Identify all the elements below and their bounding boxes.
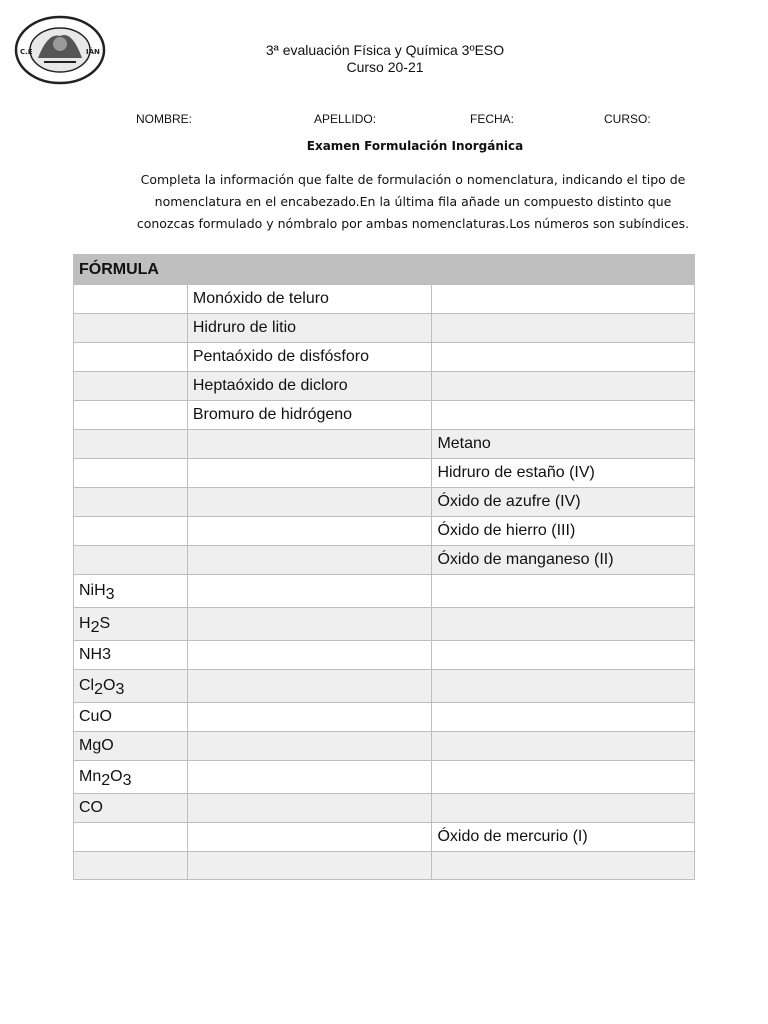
table-cell-col-3[interactable] (432, 401, 695, 430)
nombre-label: NOMBRE: (136, 112, 193, 126)
table-row (74, 517, 695, 546)
formula-element: O (110, 768, 123, 785)
table-cell-col-1[interactable] (74, 794, 188, 823)
table-cell-col-3[interactable] (432, 852, 695, 880)
formula-subscript: 2 (90, 619, 100, 636)
cell-text: MgO (79, 737, 114, 754)
apellido-label: APELLIDO: (314, 112, 377, 126)
table-cell-col-3[interactable] (432, 641, 695, 670)
table-cell-col-3[interactable] (432, 546, 695, 575)
table-cell-col-2[interactable] (187, 459, 432, 488)
svg-text:IÁN: IÁN (86, 48, 100, 56)
table-cell-col-3[interactable] (432, 430, 695, 459)
formula-subscript: 3 (105, 586, 115, 603)
table-cell-col-2[interactable] (187, 575, 432, 608)
table-cell-col-2[interactable] (187, 641, 432, 670)
exam-title: Examen Formulación Inorgánica (306, 139, 524, 153)
table-cell-col-1[interactable] (74, 372, 188, 401)
table-cell-col-3[interactable] (432, 732, 695, 761)
table-cell-col-2[interactable] (187, 823, 432, 852)
cell-text: Óxido de manganeso (II) (437, 551, 614, 568)
cell-text: Óxido de hierro (III) (437, 522, 576, 539)
formula-header: FÓRMULA (74, 255, 695, 285)
table-cell-col-1[interactable] (74, 823, 188, 852)
cell-text: Óxido de azufre (IV) (437, 493, 581, 510)
table-cell-col-3[interactable] (432, 285, 695, 314)
table-cell-col-3[interactable] (432, 459, 695, 488)
table-cell-col-1[interactable] (74, 761, 188, 794)
formula-element: S (99, 615, 111, 632)
table-cell-col-1[interactable] (74, 517, 188, 546)
table-cell-col-2[interactable] (187, 761, 432, 794)
cell-text: CuO (79, 708, 112, 725)
table-cell-col-2[interactable] (187, 401, 432, 430)
table-cell-col-3[interactable] (432, 517, 695, 546)
instructions (128, 169, 698, 235)
table-cell-col-2[interactable] (187, 732, 432, 761)
table-cell-col-3[interactable] (432, 608, 695, 641)
school-logo (14, 14, 106, 86)
table-cell-col-2[interactable] (187, 488, 432, 517)
table-header-row (74, 255, 695, 285)
table-cell-col-2[interactable] (187, 517, 432, 546)
table-cell-col-2[interactable] (187, 703, 432, 732)
table-row (74, 343, 695, 372)
table-cell-col-3[interactable] (432, 488, 695, 517)
student-fields (0, 112, 768, 128)
table-row (74, 641, 695, 670)
table-cell-col-1[interactable] (74, 852, 188, 880)
formula-element: Mn (79, 768, 102, 785)
formula-element: Cl (79, 677, 95, 694)
cell-text: Metano (437, 435, 491, 452)
table-cell-col-1[interactable] (74, 641, 188, 670)
instructions-line-1: Completa la información que falte de formulación o nomenclatura, indicando el tipo de (140, 172, 686, 187)
table-row (74, 314, 695, 343)
table-cell-col-1[interactable] (74, 343, 188, 372)
formula-subscript: 3 (122, 772, 132, 789)
table-cell-col-2[interactable] (187, 285, 432, 314)
table-cell-col-1[interactable] (74, 314, 188, 343)
table-cell-col-2[interactable] (187, 430, 432, 459)
svg-text:C.E: C.E (20, 48, 33, 56)
table-row (74, 670, 695, 703)
table-cell-col-1[interactable] (74, 430, 188, 459)
table-cell-col-3[interactable] (432, 314, 695, 343)
table-cell-col-3[interactable] (432, 823, 695, 852)
header-line-1: 3ª evaluación Física y Química 3ºESO (265, 42, 505, 58)
table-row (74, 430, 695, 459)
cell-text: Hidruro de litio (192, 319, 297, 336)
cell-text: Óxido de mercurio (I) (437, 828, 588, 845)
table-cell-col-3[interactable] (432, 343, 695, 372)
cell-text: Heptaóxido de dicloro (192, 377, 348, 394)
table-cell-col-2[interactable] (187, 372, 432, 401)
table-cell-col-1[interactable] (74, 575, 188, 608)
table-row (74, 852, 695, 880)
formula-subscript: 2 (101, 772, 111, 789)
table-cell-col-2[interactable] (187, 670, 432, 703)
table-cell-col-3[interactable] (432, 372, 695, 401)
formula-element: H (94, 582, 106, 599)
cell-text: CO (79, 799, 103, 816)
table-cell-col-1[interactable] (74, 488, 188, 517)
table-cell-col-2[interactable] (187, 314, 432, 343)
instructions-line-3: conozcas formulado y nómbralo por ambas nomenclaturas.Los números son subíndices. (136, 216, 690, 231)
table-row (74, 703, 695, 732)
header-line-2: Curso 20-21 (346, 59, 424, 75)
table-cell-col-1[interactable] (74, 285, 188, 314)
table-cell-col-2[interactable] (187, 794, 432, 823)
formula-element: Ni (79, 582, 95, 599)
cell-text: Bromuro de hidrógeno (192, 406, 353, 423)
table-row (74, 372, 695, 401)
table-row (74, 459, 695, 488)
formulation-table (73, 254, 695, 880)
fecha-label: FECHA: (470, 112, 515, 126)
cell-text: NH3 (79, 646, 112, 663)
table-row (74, 732, 695, 761)
table-row (74, 794, 695, 823)
table-body (74, 285, 695, 880)
table-row (74, 488, 695, 517)
table-row (74, 608, 695, 641)
cell-text: Pentaóxido de disfósforo (192, 348, 369, 365)
table-row (74, 761, 695, 794)
table-cell-col-3[interactable] (432, 575, 695, 608)
table-cell-col-2[interactable] (187, 852, 432, 880)
table-cell-col-1[interactable] (74, 732, 188, 761)
table-cell-col-2[interactable] (187, 608, 432, 641)
table-row (74, 575, 695, 608)
formula-subscript: 2 (94, 681, 104, 698)
table-cell-col-1[interactable] (74, 546, 188, 575)
table-row (74, 401, 695, 430)
table-cell-col-2[interactable] (187, 343, 432, 372)
table-cell-col-3[interactable] (432, 794, 695, 823)
curso-label: CURSO: (604, 112, 651, 126)
formula-element: H (79, 615, 91, 632)
formula-subscript: 3 (115, 681, 125, 698)
instructions-line-2: nomenclatura en el encabezado.En la última fila añade un compuesto distinto que (154, 194, 672, 209)
cell-text: Hidruro de estaño (IV) (437, 464, 595, 481)
cell-text: Monóxido de teluro (192, 290, 329, 307)
formula-element: O (103, 677, 116, 694)
document-header (200, 42, 570, 76)
table-row (74, 823, 695, 852)
table-cell-col-1[interactable] (74, 459, 188, 488)
table-cell-col-1[interactable] (74, 703, 188, 732)
table-cell-col-3[interactable] (432, 670, 695, 703)
table-row (74, 546, 695, 575)
table-cell-col-1[interactable] (74, 401, 188, 430)
table-cell-col-2[interactable] (187, 546, 432, 575)
table-cell-col-1[interactable] (74, 670, 188, 703)
table-cell-col-3[interactable] (432, 761, 695, 794)
table-cell-col-3[interactable] (432, 703, 695, 732)
table-cell-col-1[interactable] (74, 608, 188, 641)
table-row (74, 285, 695, 314)
